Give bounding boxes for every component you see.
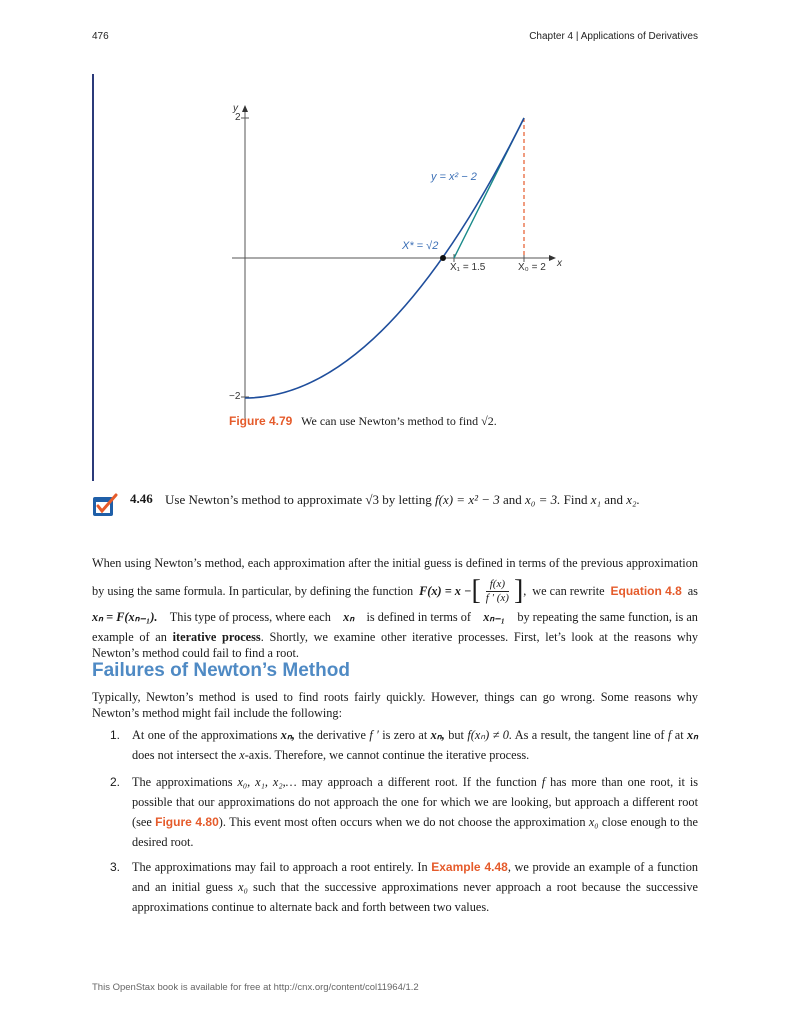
ex-and1: and: [503, 492, 522, 507]
exercise-number: 4.46: [130, 491, 153, 506]
figure-caption: [229, 414, 497, 429]
curve-label: y = x² − 2: [431, 171, 477, 183]
figure-4-80-link[interactable]: Figure 4.80: [155, 815, 219, 829]
li2-text: ). This event most often occurs when we do not choose the approximation: [218, 815, 586, 829]
p1-text-f: by repeating the same function, is an: [517, 610, 698, 624]
li1-text: the derivative: [298, 728, 366, 742]
list-number: 1.: [110, 728, 121, 742]
exercise-text: [165, 492, 640, 508]
li1-text: but: [448, 728, 464, 742]
p1-text-a: by using the same formula. In particular, by defining the function: [92, 584, 414, 598]
li1-math: x: [239, 748, 245, 762]
list-item: [92, 857, 698, 917]
paragraph-iterative: [92, 555, 698, 661]
y-tick-neg2: −2: [229, 391, 241, 402]
section-heading: Failures of Newton’s Method: [92, 660, 350, 681]
xn-equals-F: xₙ = F(xₙ₋₁).: [92, 610, 158, 624]
xn-minus-1-math: xₙ₋₁: [483, 610, 506, 624]
li1-text: at: [674, 728, 684, 742]
ex-find: Find: [563, 492, 588, 507]
li1-text: is zero at: [382, 728, 428, 742]
chapter-title: Chapter 4 | Applications of Derivatives: [529, 31, 698, 42]
F-definition: F(x) = x − [ $\frac{f(x)}{f ' (x)}$ ] ,: [419, 575, 527, 606]
x1-label: X₁ = 1.5: [450, 262, 486, 273]
p1-text-e: is defined in terms of: [366, 610, 471, 624]
ex-x2: x₂.: [626, 492, 640, 507]
li3-math: x₀: [238, 880, 248, 894]
fraction: [481, 578, 514, 605]
li2-math: x₀: [588, 815, 599, 829]
li2-math: f: [541, 775, 546, 789]
root-label: X* = √2: [402, 240, 439, 252]
section-intro: Typically, Newton’s method is used to find roots fairly quickly. However, things can go wrong. Some reasons why Newton’s method might fail include the following:: [92, 690, 698, 720]
list-number: 3.: [110, 860, 121, 874]
li1-text: As a result, the tangent line of: [514, 728, 665, 742]
newton-graph: [0, 0, 791, 440]
ex-and2: and: [604, 492, 624, 507]
li3-text: such that the successive approximations never approach a root because the successive approximations continue to alternate back and forth between two values.: [132, 880, 698, 914]
li2-text: may approach a different root. If the function: [301, 775, 537, 789]
ex-text-b: by letting: [382, 492, 432, 507]
list-item: [92, 725, 698, 765]
p1-text-b: we can rewrite: [532, 584, 605, 598]
root-point: [440, 255, 446, 261]
li1-math: f: [667, 728, 672, 742]
ex-x1: x₁: [590, 492, 601, 507]
li2-math: x₀, x₁, x₂,…: [237, 775, 297, 789]
li1-text: -axis. Therefore, we cannot continue the iterative process.: [244, 748, 530, 762]
footer-note: This OpenStax book is available for free at http://cnx.org/content/col11964/1.2: [92, 982, 419, 993]
p1-line4: [92, 629, 698, 661]
x0-label: X₀ = 2: [518, 262, 546, 273]
frac-numerator: f(x): [486, 578, 509, 592]
failure-reasons-list: [92, 725, 698, 917]
page-number: 476: [92, 31, 109, 42]
li2-text: has more than one root, it is possible that our approximations do not approach the one for which we are looking, but approach a different root (see: [132, 775, 699, 829]
li1-math: f(xₙ) ≠ 0.: [467, 728, 513, 742]
ex-x0: x₀ = 3.: [525, 492, 561, 507]
li1-math: xₙ: [687, 728, 699, 742]
figure-label: Figure 4.79: [229, 414, 293, 428]
p1-text-c: as: [687, 584, 698, 598]
ex-text-a: Use Newton’s method to approximate: [165, 492, 363, 507]
list-number: 2.: [110, 775, 121, 789]
x-axis-label: x: [557, 258, 562, 269]
p1-line1: When using Newton’s method, each approximation after the initial guess is defined in terms of the previous approximation: [92, 556, 698, 570]
list-item: [92, 772, 698, 852]
iterative-process-term: iterative process: [172, 630, 261, 644]
li1-math: xₙ,: [430, 728, 445, 742]
xn-math: xₙ: [343, 610, 355, 624]
p1-line2: [92, 577, 698, 605]
ex-fx: f(x) = x² − 3: [435, 492, 500, 507]
Fx-math: F(x) = x −: [419, 584, 472, 598]
caption-text: We can use Newton’s method to find √2.: [301, 414, 497, 428]
checkbox-check-icon: [92, 492, 118, 518]
p1-text-g: example of an: [92, 630, 167, 644]
li1-text: does not intersect the: [132, 748, 237, 762]
frac-denominator: f ′ (x): [485, 591, 509, 604]
equation-4-8-link[interactable]: Equation 4.8: [610, 584, 682, 598]
y-axis-label: y: [233, 103, 238, 114]
li3-text: , we provide an example of a function and an initial guess: [132, 860, 698, 894]
li3-text: The approximations may fail to approach a root entirely. In: [132, 860, 428, 874]
p1-text-d: This type of process, where each: [169, 610, 331, 624]
y-tick-2: 2: [235, 112, 241, 123]
li2-text: close enough to the desired root.: [132, 815, 698, 849]
li1-text: At one of the approximations: [132, 728, 278, 742]
exercise-4-46: [92, 490, 702, 520]
p1-text-h: . Shortly, we examine other iterative processes. First, let’s look at the reasons why Newton’s method could fail to find a root.: [92, 630, 699, 660]
figure-4-79: [0, 0, 791, 440]
example-4-48-link[interactable]: Example 4.48: [431, 860, 508, 874]
ex-sqrt3: √3: [365, 492, 380, 507]
li1-math: f ′: [369, 728, 379, 742]
li1-math: xₙ,: [280, 728, 295, 742]
p1-line3: [92, 609, 698, 625]
li2-text: The approximations: [132, 775, 233, 789]
